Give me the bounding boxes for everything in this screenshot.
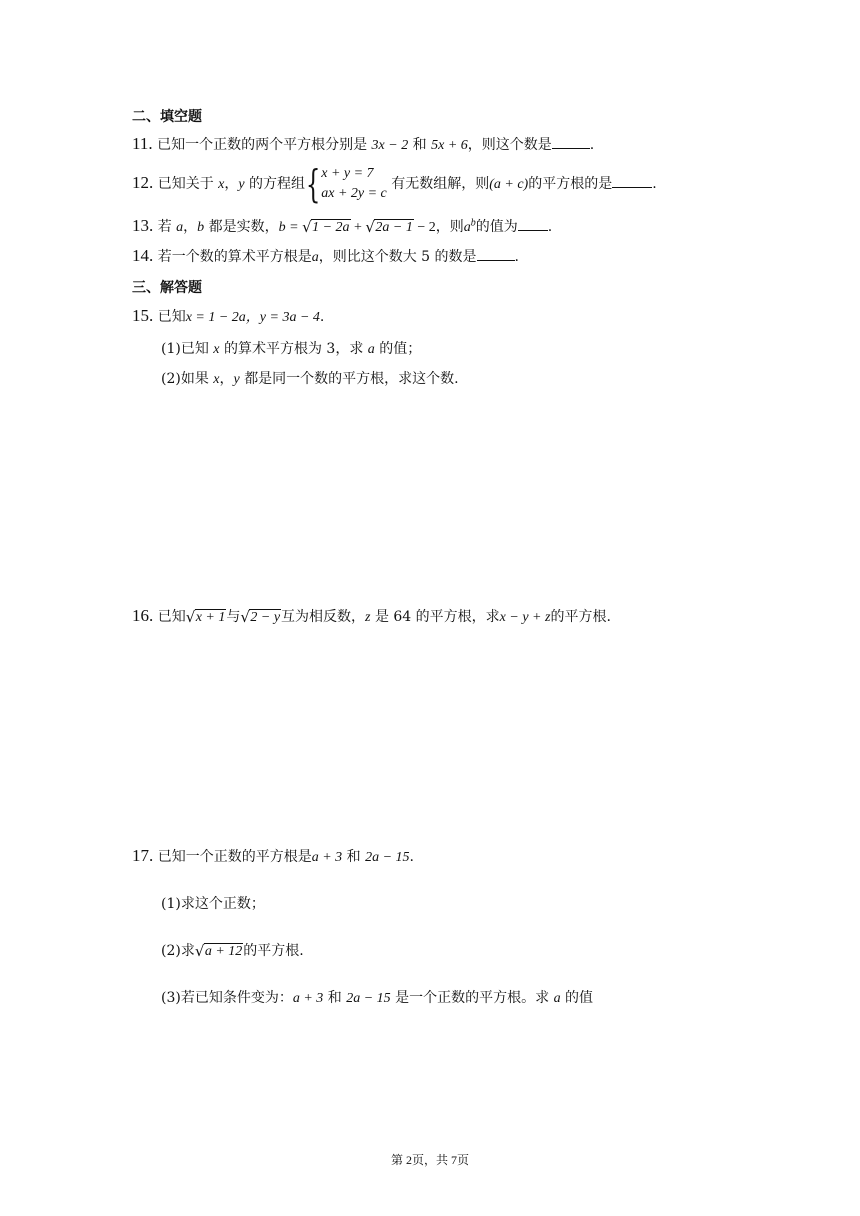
question-13 xyxy=(132,216,552,236)
question-text: (1)已知 xyxy=(161,341,209,357)
question-number: 17. xyxy=(132,846,154,865)
question-text: 与 xyxy=(226,609,241,625)
question-text: ，则 xyxy=(435,219,464,235)
question-16 xyxy=(132,606,611,626)
answer-blank[interactable] xyxy=(477,248,515,261)
punctuation: . xyxy=(319,309,325,325)
equation-line: ax + 2y = c xyxy=(321,186,387,201)
question-11 xyxy=(132,134,594,154)
equation-line: x + y = 7 xyxy=(321,166,374,181)
math-var: y xyxy=(238,177,245,192)
math-expr: b = xyxy=(278,220,303,235)
punctuation: . xyxy=(547,219,553,235)
question-text: 已知一个正数的平方根是 xyxy=(157,849,312,865)
question-text: 已知 xyxy=(157,309,186,325)
question-text: 已知 xyxy=(157,609,186,625)
math-expr: a + 3 xyxy=(292,991,324,1006)
math-var: a xyxy=(311,250,319,265)
question-text: 都是实数， xyxy=(208,219,279,235)
question-text: (2)求 xyxy=(161,943,195,959)
question-number: 15. xyxy=(132,306,154,325)
question-text: 若 xyxy=(157,219,172,235)
math-var: x xyxy=(213,342,220,357)
sqrt-expr: √ 2 − y xyxy=(240,608,281,626)
punctuation: . xyxy=(514,249,519,265)
question-text: 和 xyxy=(346,849,361,865)
math-exponent: b xyxy=(470,217,476,229)
question-text: 的算术平方根为 3，求 xyxy=(223,341,364,357)
question-text: 若一个数的算术平方根是 xyxy=(157,249,312,265)
math-expr: x − y + z xyxy=(499,610,551,625)
math-expr: 5x + 6 xyxy=(431,138,468,153)
question-number: 14. xyxy=(132,246,154,265)
page-footer: 第 2页，共 7页 xyxy=(390,1153,469,1167)
brace-symbol: { xyxy=(305,162,321,206)
section-answer-heading: 三、解答题 xyxy=(132,280,202,296)
question-number: 12. xyxy=(132,173,154,192)
sqrt-expr: √ 1 − 2a xyxy=(302,218,350,236)
question-text: 和 xyxy=(412,137,427,153)
question-14 xyxy=(132,246,519,266)
math-expr: 3x − 2 xyxy=(371,138,409,153)
question-text: 已知关于 xyxy=(157,176,214,192)
question-text: 已知一个正数的两个平方根分别是 xyxy=(157,137,368,153)
math-var: z xyxy=(365,610,371,625)
math-var: a xyxy=(553,991,561,1006)
radicand: x + 1 xyxy=(195,610,226,625)
math-expr: a + 3 xyxy=(311,850,343,865)
question-17 xyxy=(132,846,414,866)
question-text: 的方程组 xyxy=(249,176,306,192)
answer-blank[interactable] xyxy=(518,218,548,231)
question-text: 的平方根. xyxy=(243,943,304,959)
answer-blank[interactable] xyxy=(552,136,590,149)
math-expr: − 2 xyxy=(413,220,436,235)
math-expr: x = 1 − 2a，y = 3a − 4 xyxy=(185,310,320,325)
question-number: 16. xyxy=(132,606,154,625)
math-expr: (a + c) xyxy=(489,177,529,192)
math-var: b xyxy=(197,220,205,235)
question-text: 的平方根的是 xyxy=(528,176,613,192)
question-12 xyxy=(132,164,657,204)
punctuation: . xyxy=(409,849,414,865)
question-number: 11. xyxy=(132,134,153,153)
punctuation: ， xyxy=(183,219,198,235)
question-text: 是一个正数的平方根。求 xyxy=(395,990,550,1006)
question-text: 的值 xyxy=(565,990,594,1006)
question-17-part-2 xyxy=(161,940,304,960)
question-text: 的值； xyxy=(379,341,422,357)
section-fill-heading: 二、填空题 xyxy=(132,109,202,125)
radicand: 2 − y xyxy=(250,610,281,625)
question-text: (3)若已知条件变为： xyxy=(161,990,293,1006)
punctuation: ， xyxy=(224,176,239,192)
math-var: y xyxy=(233,372,240,387)
question-text: (1)求这个正数； xyxy=(161,896,265,912)
question-text: 都是同一个数的平方根，求这个数. xyxy=(244,371,459,387)
question-text: 有无数组解，则 xyxy=(391,176,490,192)
math-var: a xyxy=(367,342,375,357)
question-number: 13. xyxy=(132,216,154,235)
equation-system xyxy=(321,164,387,204)
sqrt-expr: √ x + 1 xyxy=(185,608,226,626)
sqrt-expr: √ a + 12 xyxy=(194,942,243,960)
question-15-part-1 xyxy=(161,338,421,358)
question-17-part-3 xyxy=(161,987,593,1007)
question-15 xyxy=(132,306,324,326)
math-var: a xyxy=(463,220,471,235)
question-text: (2)如果 xyxy=(161,371,209,387)
question-17-part-1 xyxy=(161,893,265,913)
math-expr: 2a − 15 xyxy=(365,850,410,865)
question-text: ，则比这个数大 5 的数是 xyxy=(318,249,477,265)
answer-blank[interactable] xyxy=(612,175,652,188)
sqrt-expr: √ 2a − 1 xyxy=(365,218,413,236)
radicand: 2a − 1 xyxy=(375,220,413,235)
question-text: 和 xyxy=(327,990,342,1006)
radicand: 1 − 2a xyxy=(312,220,350,235)
math-op: + xyxy=(350,220,366,235)
punctuation: . xyxy=(589,137,595,153)
math-var: x xyxy=(218,177,225,192)
question-15-part-2 xyxy=(161,368,459,388)
question-text: 的值为 xyxy=(475,219,518,235)
question-text: 互为相反数， xyxy=(281,609,366,625)
question-text: 的平方根. xyxy=(550,609,611,625)
math-expr: 2a − 15 xyxy=(346,991,391,1006)
radicand: a + 12 xyxy=(204,944,243,959)
math-var: a xyxy=(176,220,184,235)
punctuation: ， xyxy=(219,371,234,387)
punctuation: . xyxy=(652,176,657,192)
math-var: x xyxy=(213,372,220,387)
question-text: ，则这个数是 xyxy=(467,137,552,153)
question-text: 是 64 的平方根，求 xyxy=(374,609,500,625)
